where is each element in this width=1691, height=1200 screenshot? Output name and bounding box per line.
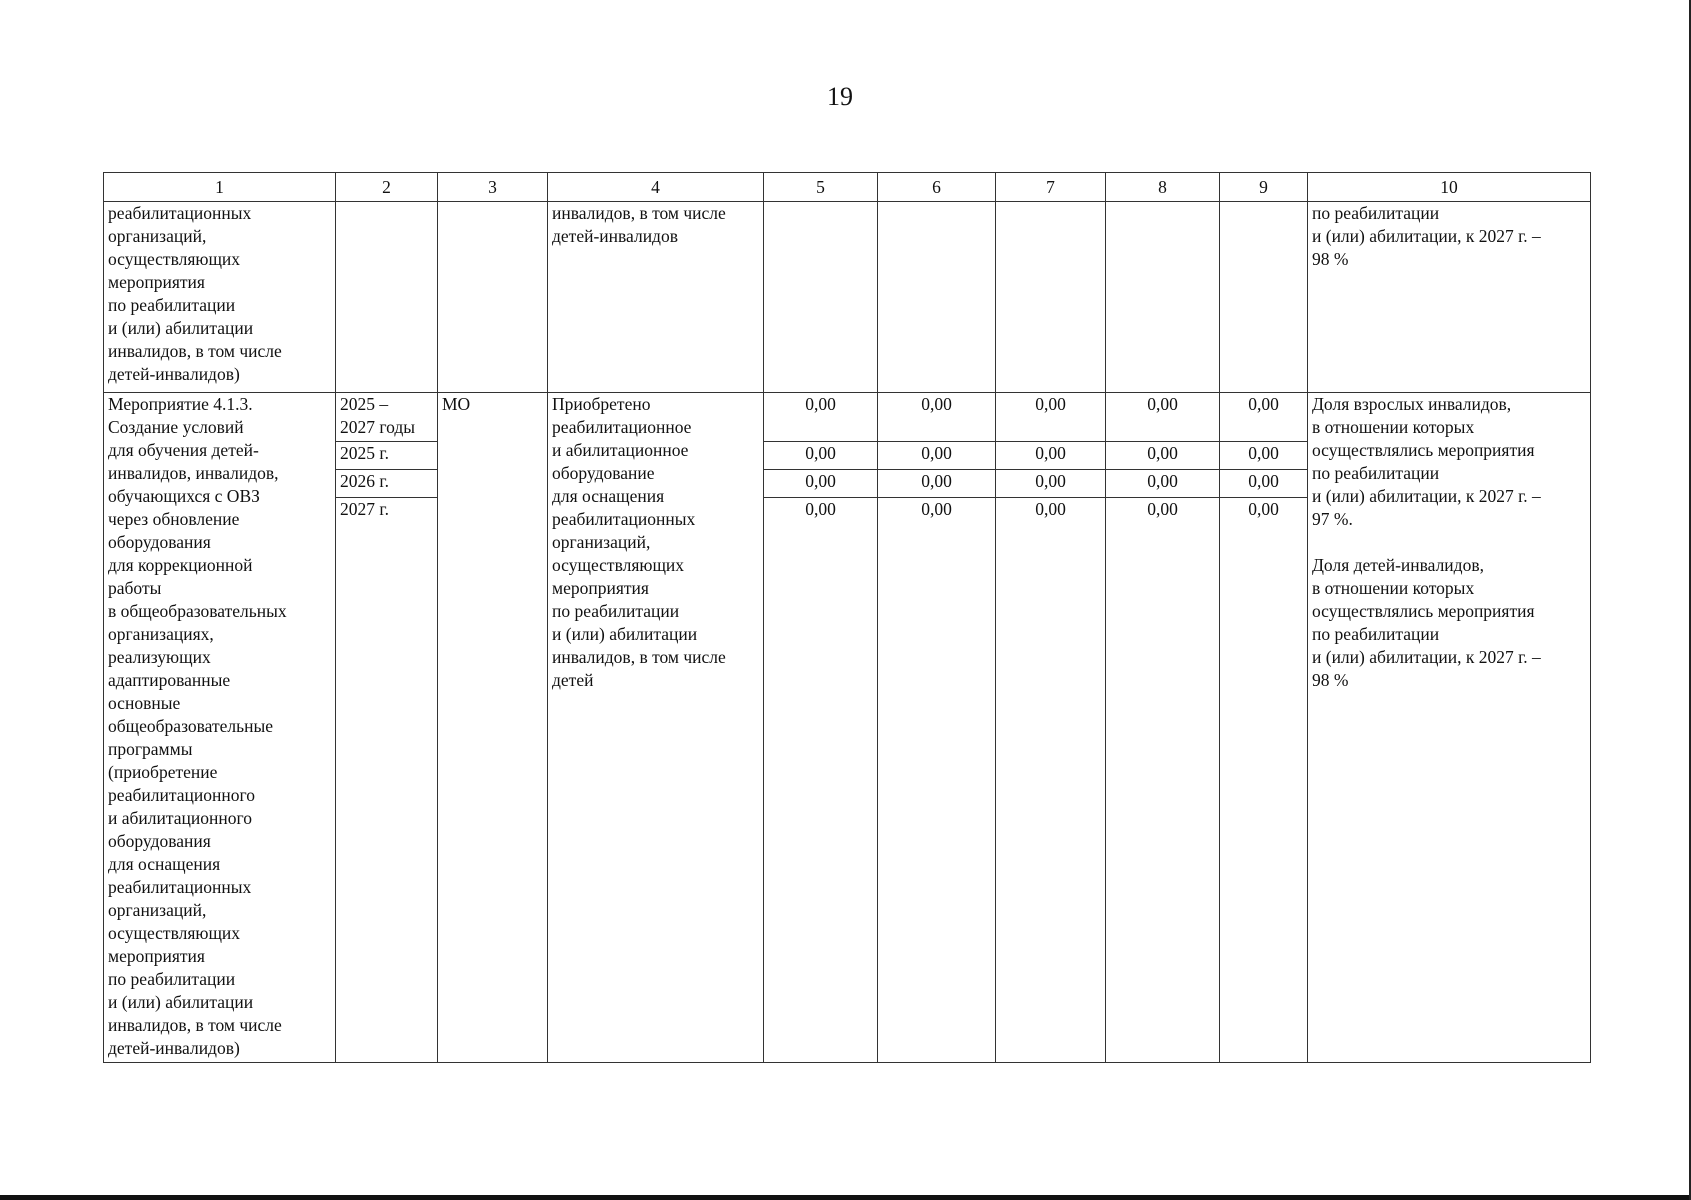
value-cell: 0,00 bbox=[996, 442, 1106, 470]
value-cell: 0,00 bbox=[1220, 498, 1308, 1063]
value-cell: 0,00 bbox=[996, 498, 1106, 1063]
indicator-continued: по реабилитации и (или) абилитации, к 2027 г. – 98 % bbox=[1308, 202, 1591, 393]
header-cell: 5 bbox=[764, 173, 878, 202]
executor-cell: МО bbox=[438, 393, 548, 1063]
value-cell: 0,00 bbox=[878, 470, 996, 498]
value-cell: 0,00 bbox=[1220, 393, 1308, 442]
page-number: 19 bbox=[827, 82, 853, 111]
table-row bbox=[104, 393, 1591, 442]
value-cell: 0,00 bbox=[764, 442, 878, 470]
value-cell: 0,00 bbox=[1106, 470, 1220, 498]
table-cell bbox=[996, 202, 1106, 393]
value-cell: 0,00 bbox=[764, 393, 878, 442]
value-cell: 0,00 bbox=[996, 470, 1106, 498]
value-cell: 0,00 bbox=[996, 393, 1106, 442]
table-cell bbox=[438, 202, 548, 393]
result-cell: Приобретено реабилитационное и абилитационное оборудование для оснащения реабилитационных организаций, осуществляющих мероприятия по реабилитации и (или) абилитации инвалидов, в том числе детей bbox=[548, 393, 764, 1063]
header-cell: 2 bbox=[336, 173, 438, 202]
value-cell: 0,00 bbox=[764, 498, 878, 1063]
measure-name: Мероприятие 4.1.3. Создание условий для обучения детей- инвалидов, инвалидов, обучающихся с ОВЗ через обновление оборудования для коррекционной работы в общеобразовательных организациях, реализующих адаптированные основные общеобразовательные программы (приобретение реабилитационного и абилитационного оборудования для оснащения реабилитационных организаций, осуществляющих мероприятия по реабилитации и (или) абилитации инвалидов, в том числе детей-инвалидов) bbox=[104, 393, 336, 1063]
value-cell: 0,00 bbox=[878, 442, 996, 470]
period-cell: 2026 г. bbox=[336, 470, 438, 498]
header-cell: 8 bbox=[1106, 173, 1220, 202]
table-cell bbox=[336, 202, 438, 393]
continuation-row bbox=[104, 202, 1591, 393]
period-cell: 2025 г. bbox=[336, 442, 438, 470]
indicator-cell: Доля взрослых инвалидов, в отношении которых осуществлялись мероприятия по реабилитации и (или) абилитации, к 2027 г. – 97 %. Доля детей-инвалидов, в отношении которых осуществлялись мероприятия по реабилитации и (или) абилитации, к 2027 г. – 98 % bbox=[1308, 393, 1591, 1063]
value-cell: 0,00 bbox=[1106, 393, 1220, 442]
value-cell: 0,00 bbox=[764, 470, 878, 498]
value-cell: 0,00 bbox=[1106, 442, 1220, 470]
period-cell: 2027 г. bbox=[336, 498, 438, 1063]
measure-name-continued: реабилитационных организаций, осуществляющих мероприятия по реабилитации и (или) абилитации инвалидов, в том числе детей-инвалидов) bbox=[104, 202, 336, 393]
header-cell: 6 bbox=[878, 173, 996, 202]
table-cell bbox=[878, 202, 996, 393]
scan-edge-bottom bbox=[0, 1195, 1691, 1200]
header-cell: 7 bbox=[996, 173, 1106, 202]
value-cell: 0,00 bbox=[1220, 442, 1308, 470]
value-cell: 0,00 bbox=[878, 393, 996, 442]
header-cell: 3 bbox=[438, 173, 548, 202]
table-cell bbox=[1220, 202, 1308, 393]
header-cell: 1 bbox=[104, 173, 336, 202]
value-cell: 0,00 bbox=[1106, 498, 1220, 1063]
header-row bbox=[104, 173, 1591, 202]
value-cell: 0,00 bbox=[878, 498, 996, 1063]
table-cell bbox=[764, 202, 878, 393]
value-cell: 0,00 bbox=[1220, 470, 1308, 498]
header-cell: 10 bbox=[1308, 173, 1591, 202]
result-continued: инвалидов, в том числе детей-инвалидов bbox=[548, 202, 764, 393]
header-cell: 9 bbox=[1220, 173, 1308, 202]
header-cell: 4 bbox=[548, 173, 764, 202]
program-table bbox=[103, 172, 1591, 1063]
table-cell bbox=[1106, 202, 1220, 393]
period-cell: 2025 – 2027 годы bbox=[336, 393, 438, 442]
